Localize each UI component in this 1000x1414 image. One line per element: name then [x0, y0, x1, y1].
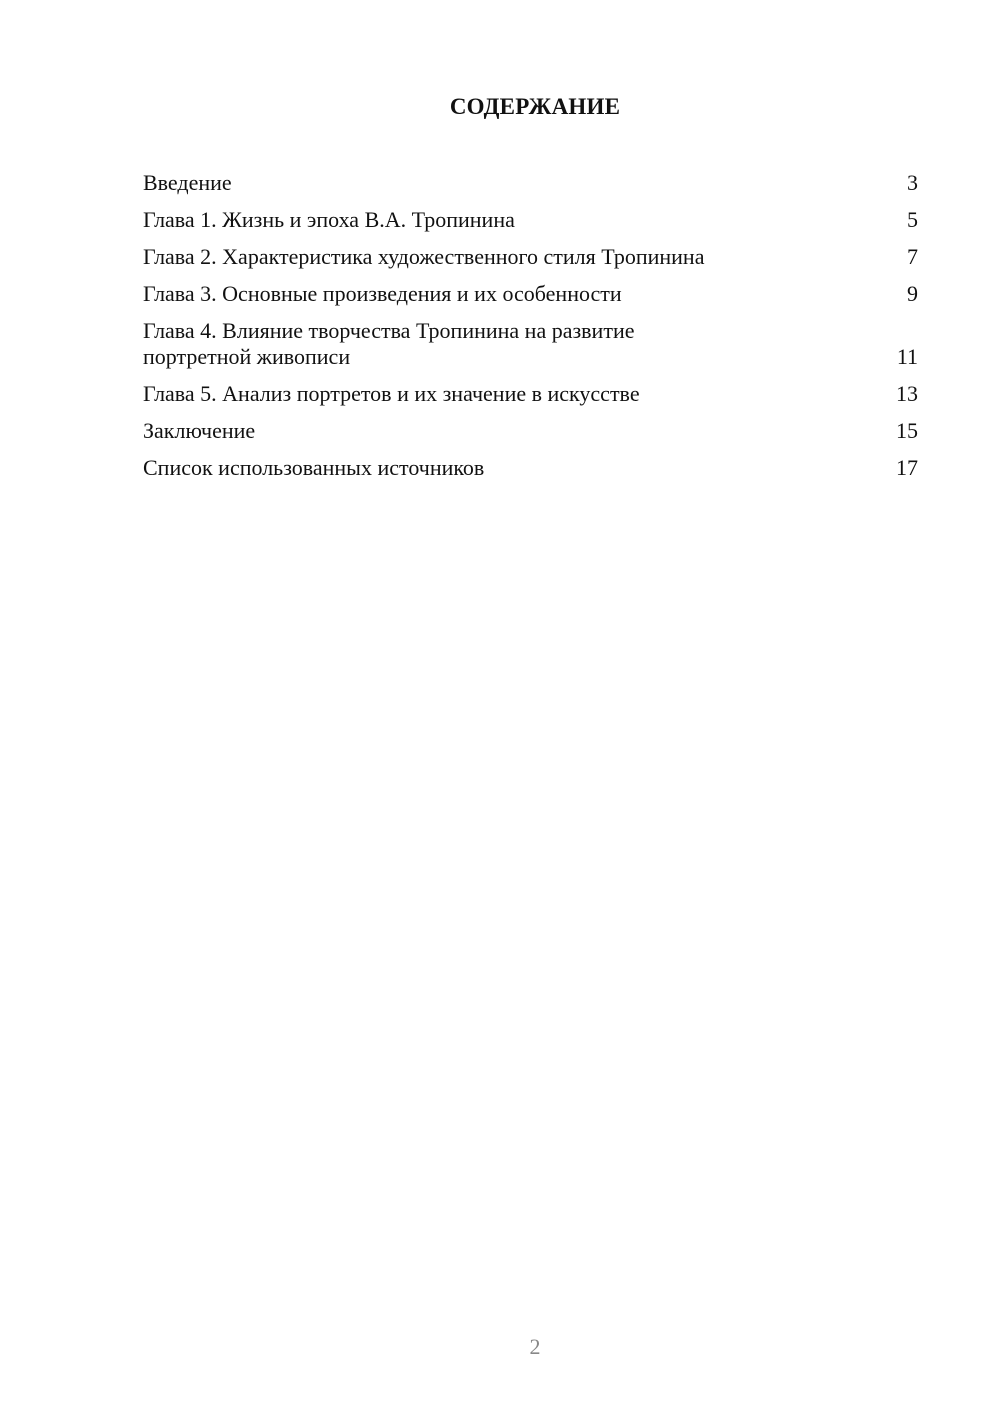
toc-entry-page: 3 [907, 170, 918, 195]
toc-entry-page: 15 [896, 418, 918, 443]
toc-entry-label: Глава 3. Основные произведения и их особенности [143, 281, 622, 306]
toc-entry [143, 418, 918, 444]
toc-entry [143, 281, 918, 307]
toc-entry-label: Глава 5. Анализ портретов и их значение в искусстве [143, 381, 640, 406]
toc-entry-page: 9 [907, 281, 918, 306]
toc-entry-label: Список использованных источников [143, 455, 485, 480]
toc-entry-label: Глава 1. Жизнь и эпоха В.А. Тропинина [143, 207, 515, 232]
toc-entry-label: Глава 2. Характеристика художественного стиля Тропинина [143, 244, 705, 269]
toc-entry-page: 11 [896, 344, 918, 369]
page-number: 2 [529, 1334, 541, 1359]
page-title: СОДЕРЖАНИЕ [449, 94, 621, 119]
toc-entry-page: 17 [896, 455, 918, 480]
toc-entry [143, 244, 918, 270]
toc-entry [143, 207, 918, 233]
toc-entry [143, 455, 918, 481]
toc-entry-page: 13 [896, 381, 918, 406]
toc-entry [143, 318, 918, 370]
toc-entry-page: 7 [907, 244, 918, 269]
toc-entry [143, 170, 918, 196]
toc-entry-page: 5 [907, 207, 918, 232]
toc-entry-label: Глава 4. Влияние творчества Тропинина на развитие портретной живописи [143, 318, 635, 369]
toc-entry [143, 381, 918, 407]
table-of-contents [143, 170, 918, 492]
toc-entry-label: Заключение [143, 418, 256, 443]
toc-entry-label: Введение [143, 170, 232, 195]
